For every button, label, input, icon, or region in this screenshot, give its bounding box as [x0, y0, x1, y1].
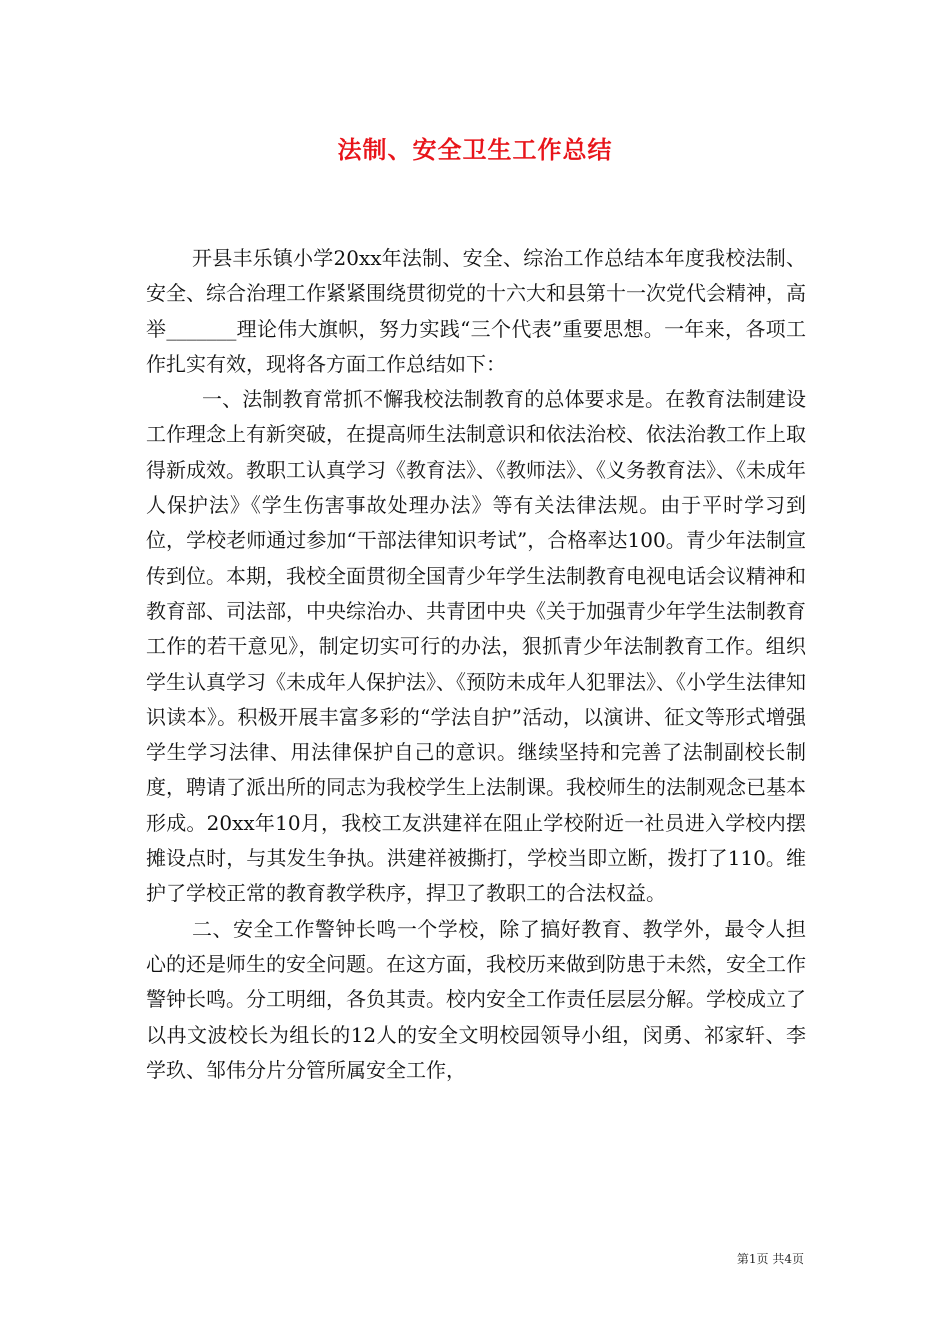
paragraph-safety-work: 二、安全工作警钟长鸣一个学校，除了搞好教育、教学外，最令人担心的还是师生的安全问题。在这方面，我校历来做到防患于未然，安全工作警钟长鸣。分工明细，各负其责。校内安全工作责任层层分解。学校成立了以冉文波校长为组长的12人的安全文明校园领导小组，闵勇、祁家轩、李学玖、邹伟分片分管所属安全工作， [146, 916, 806, 1082]
page-number-footer: 第1页 共4页 [736, 1252, 804, 1266]
paragraph-legal-education: 一、法制教育常抓不懈我校法制教育的总体要求是。在教育法制建设工作理念上有新突破，在提高师生法制意识和依法治校、依法治教工作上取得新成效。教职工认真学习《教育法》、《教师法》、《义务教育法》、《未成年人保护法》《学生伤害事故处理办法》等有关法律法规。由于平时学习到位，学校老师通过参加“干部法律知识考试”，合格率达100。青少年法制宣传到位。本期，我校全面贯彻全国青少年学生法制教育电视电话会议精神和教育部、司法部，中央综治办、共青团中央《关于加强青少年学生法制教育工作的若干意见》，制定切实可行的办法，狠抓青少年法制教育工作。组织学生认真学习《未成年人保护法》、《预防未成年人犯罪法》、《小学生法律知识读本》。积极开展丰富多彩的“学法自护”活动，以演讲、征文等形式增强学生学习法律、用法律保护自己的意识。继续坚持和完善了法制副校长制度，聘请了派出所的同志为我校学生上法制课。我校师生的法制观念已基本形成。20xx年10月，我校工友洪建祥在阻止学校附近一社员进入学校内摆摊设点时，与其发生争执。洪建祥被撕打，学校当即立断，拨打了110。维护了学校正常的教育教学秩序，捍卫了教职工的合法权益。 [146, 387, 806, 906]
paragraph-intro: 开县丰乐镇小学20xx年法制、安全、综治工作总结本年度我校法制、安全、综合治理工作紧紧围绕贯彻党的十六大和县第十一次党代会精神，高举_______理论伟大旗帜，努力实践“三个代表”重要思想。一年来，各项工作扎实有效，现将各方面工作总结如下： [146, 246, 806, 376]
document-body [146, 241, 806, 1088]
document-title: 法制、安全卫生工作总结 [337, 136, 613, 164]
